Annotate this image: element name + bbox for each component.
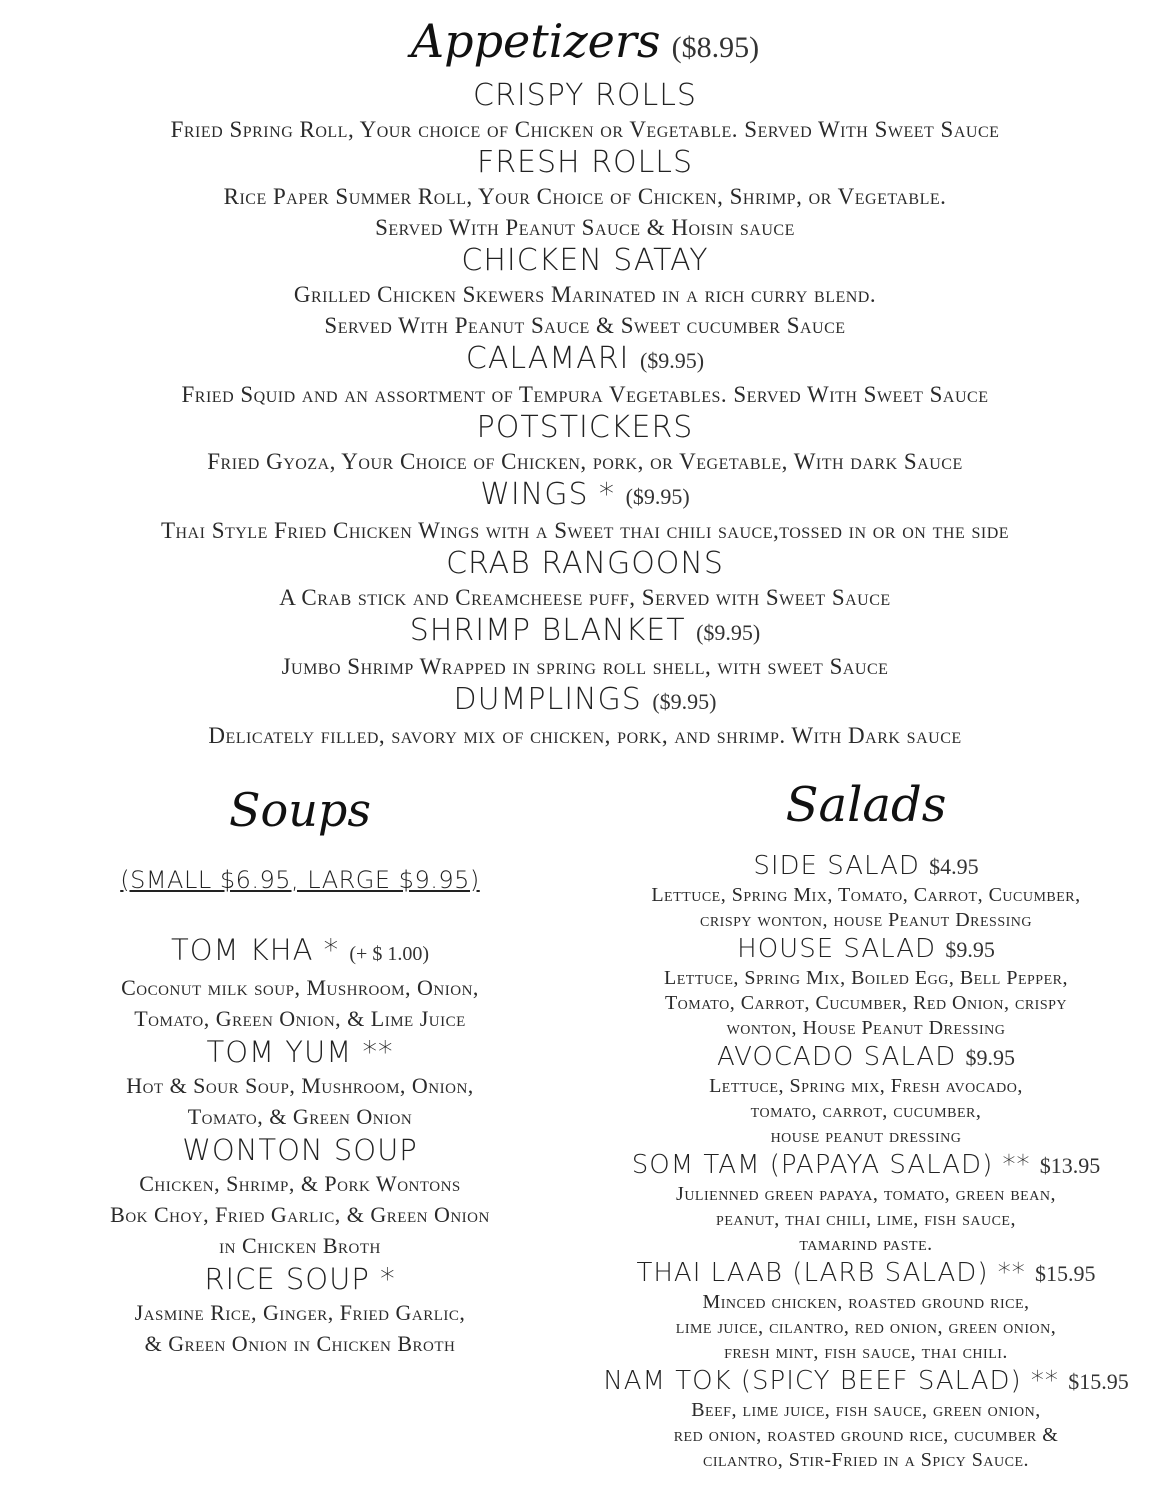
menu-item-description: Tomato, Carrot, Cucumber, Red Onion, crispy (664, 992, 1068, 1014)
menu-item-name: NAM TOK (SPICY BEEF SALAD) ** (603, 1366, 1059, 1396)
menu-item-description: Tomato, Green Onion, & Lime Juice (134, 1006, 466, 1031)
menu-item (40, 1034, 560, 1132)
menu-item-name-line (0, 243, 1170, 279)
menu-item-description: Julienned green papaya, tomato, green bean, (676, 1183, 1056, 1205)
menu-item-name: TOM KHA * (171, 933, 340, 967)
soups-size-note: (SMALL $6.95, LARGE $9.95) (120, 866, 480, 894)
menu-item-name-line (0, 78, 1170, 114)
menu-item (596, 1041, 1136, 1149)
menu-item-name-line (0, 613, 1170, 651)
menu-item-name-line (0, 341, 1170, 379)
menu-item-description: Jasmine Rice, Ginger, Fried Garlic, (134, 1300, 466, 1325)
menu-item-price: $13.95 (1039, 1153, 1101, 1178)
menu-item-name: RICE SOUP * (204, 1262, 396, 1296)
salads-title: Salads (785, 777, 947, 833)
menu-item-name-line (0, 145, 1170, 181)
menu-item-description: Bok Choy, Fried Garlic, & Green Onion (110, 1202, 490, 1227)
menu-item (0, 613, 1170, 682)
menu-item-name-line (596, 933, 1136, 966)
menu-item-description: fresh mint, fish sauce, thai chili. (724, 1341, 1008, 1363)
appetizers-list (0, 78, 1170, 751)
menu-item-description: wonton, House Peanut Dressing (726, 1017, 1006, 1039)
menu-item-price: $4.95 (929, 854, 979, 879)
menu-item-description: Grilled Chicken Skewers Marinated in a rich curry blend. (293, 282, 877, 307)
menu-item (0, 145, 1170, 243)
menu-item-description: Tomato, & Green Onion (187, 1104, 413, 1129)
menu-item-description: Fried Squid and an assortment of Tempura Vegetables. Served With Sweet Sauce (181, 382, 989, 407)
menu-item-name: CRAB RANGOONS (446, 546, 724, 581)
menu-item-description: Beef, lime juice, fish sauce, green onion, (691, 1399, 1041, 1421)
menu-item-name-line (0, 477, 1170, 515)
menu-item-name-line (596, 1149, 1136, 1182)
menu-item-description: Minced chicken, roasted ground rice, (702, 1291, 1030, 1313)
menu-item-description: house peanut dressing (770, 1125, 962, 1147)
menu-item-name: CALAMARI (465, 341, 630, 376)
menu-item-description: red onion, roasted ground rice, cucumber & (673, 1424, 1059, 1446)
menu-item (596, 933, 1136, 1041)
menu-item-description: in Chicken Broth (219, 1233, 381, 1258)
menu-item (0, 546, 1170, 613)
menu-item-name: SIDE SALAD (753, 851, 920, 881)
salads-heading (596, 760, 1136, 850)
menu-item-description: tomato, carrot, cucumber, (750, 1100, 982, 1122)
menu-item-description: Jumbo Shrimp Wrapped in spring roll shell, with sweet Sauce (281, 654, 889, 679)
menu-item-name-line (596, 1257, 1136, 1290)
soups-section (40, 760, 560, 1359)
menu-item-description: Coconut milk soup, Mushroom, Onion, (121, 975, 479, 1000)
menu-item-description: A Crab stick and Creamcheese puff, Served with Sweet Sauce (279, 585, 891, 610)
appetizers-title: Appetizers (410, 14, 661, 68)
menu-item-description: Chicken, Shrimp, & Pork Wontons (139, 1171, 461, 1196)
menu-item-name-line (596, 1041, 1136, 1074)
soups-title: Soups (229, 783, 371, 837)
menu-item-description: Lettuce, Spring Mix, Tomato, Carrot, Cucumber, (651, 884, 1081, 906)
menu-item-description: cilantro, Stir-Fried in a Spicy Sauce. (702, 1449, 1030, 1471)
menu-item-description: Thai Style Fried Chicken Wings with a Sweet thai chili sauce,tossed in or on the side (160, 518, 1010, 543)
menu-item-description: Lettuce, Spring mix, Fresh avocado, (709, 1075, 1023, 1097)
menu-item-name: FRESH ROLLS (476, 145, 694, 180)
menu-item-name-line (0, 410, 1170, 446)
menu-item-description: Delicately filled, savory mix of chicken, pork, and shrimp. With Dark sauce (208, 723, 962, 748)
menu-item-name-line (596, 850, 1136, 883)
appetizers-section (0, 0, 1170, 751)
menu-item (0, 682, 1170, 751)
menu-item (0, 78, 1170, 145)
menu-item-description: peanut, thai chili, lime, fish sauce, (716, 1208, 1016, 1230)
menu-item (0, 243, 1170, 341)
menu-item-name: POTSTICKERS (476, 410, 694, 445)
menu-item-name: THAI LAAB (LARB SALAD) ** (636, 1258, 1026, 1288)
menu-item-name-line (0, 682, 1170, 720)
menu-item (596, 1365, 1136, 1473)
menu-item (0, 341, 1170, 410)
menu-item-price: ($9.95) (652, 689, 717, 714)
menu-item-description: Hot & Sour Soup, Mushroom, Onion, (126, 1073, 474, 1098)
menu-item-name: TOM YUM ** (206, 1035, 394, 1069)
menu-item-name: WONTON SOUP (182, 1133, 418, 1167)
menu-item-price: $9.95 (965, 1045, 1016, 1070)
appetizers-price: ($8.95) (671, 31, 760, 64)
menu-item-description: Served With Peanut Sauce & Hoisin sauce (375, 215, 795, 240)
menu-item-name: DUMPLINGS (453, 682, 642, 717)
menu-item-description: Fried Spring Roll, Your choice of Chicken or Vegetable. Served With Sweet Sauce (170, 117, 1000, 142)
menu-item-name: WINGS * (480, 477, 616, 512)
menu-item-name-line (40, 1132, 560, 1168)
appetizers-heading (0, 4, 1170, 78)
menu-item-description: Rice Paper Summer Roll, Your Choice of Chicken, Shrimp, or Vegetable. (223, 184, 947, 209)
menu-item-name: AVOCADO SALAD (716, 1042, 957, 1072)
menu-item-price: $9.95 (945, 937, 995, 962)
menu-item (0, 477, 1170, 546)
menu-item (596, 1149, 1136, 1257)
menu-item (596, 1257, 1136, 1365)
menu-item-name-line (596, 1365, 1136, 1398)
menu-item-description: & Green Onion in Chicken Broth (144, 1331, 456, 1356)
menu-item (40, 932, 560, 1034)
menu-item-name: SHRIMP BLANKET (409, 613, 686, 648)
menu-item-name-line (40, 1034, 560, 1070)
menu-item (596, 850, 1136, 933)
menu-item-name-line (40, 932, 560, 972)
menu-item-name: HOUSE SALAD (737, 934, 937, 964)
menu-item-price: ($9.95) (696, 620, 761, 645)
menu-item-price: $15.95 (1068, 1369, 1129, 1394)
menu-item-price: (+ $ 1.00) (349, 943, 429, 965)
menu-item-name: CHICKEN SATAY (461, 243, 709, 278)
menu-item-description: tamarind paste. (799, 1233, 933, 1255)
salads-list (596, 850, 1136, 1473)
menu-item (40, 1132, 560, 1261)
menu-item (0, 410, 1170, 477)
menu-item-description: Lettuce, Spring Mix, Boiled Egg, Bell Pepper, (664, 967, 1068, 989)
menu-item-price: ($9.95) (639, 348, 705, 373)
salads-section (596, 760, 1136, 1473)
menu-item-name: CRISPY ROLLS (473, 78, 697, 113)
menu-item-name: SOM TAM (PAPAYA SALAD) ** (631, 1150, 1031, 1180)
menu-item-price: $15.95 (1035, 1261, 1096, 1286)
menu-item-price: ($9.95) (625, 484, 690, 509)
soups-list (40, 932, 560, 1359)
menu-item-description: Served With Peanut Sauce & Sweet cucumber Sauce (324, 313, 846, 338)
menu-item-name-line (0, 546, 1170, 582)
menu-item (40, 1261, 560, 1359)
menu-item-name-line (40, 1261, 560, 1297)
menu-item-description: lime juice, cilantro, red onion, green onion, (675, 1316, 1057, 1338)
soups-heading (40, 760, 560, 860)
menu-item-description: crispy wonton, house Peanut Dressing (700, 909, 1032, 931)
menu-item-description: Fried Gyoza, Your Choice of Chicken, pork, or Vegetable, With dark Sauce (207, 449, 963, 474)
